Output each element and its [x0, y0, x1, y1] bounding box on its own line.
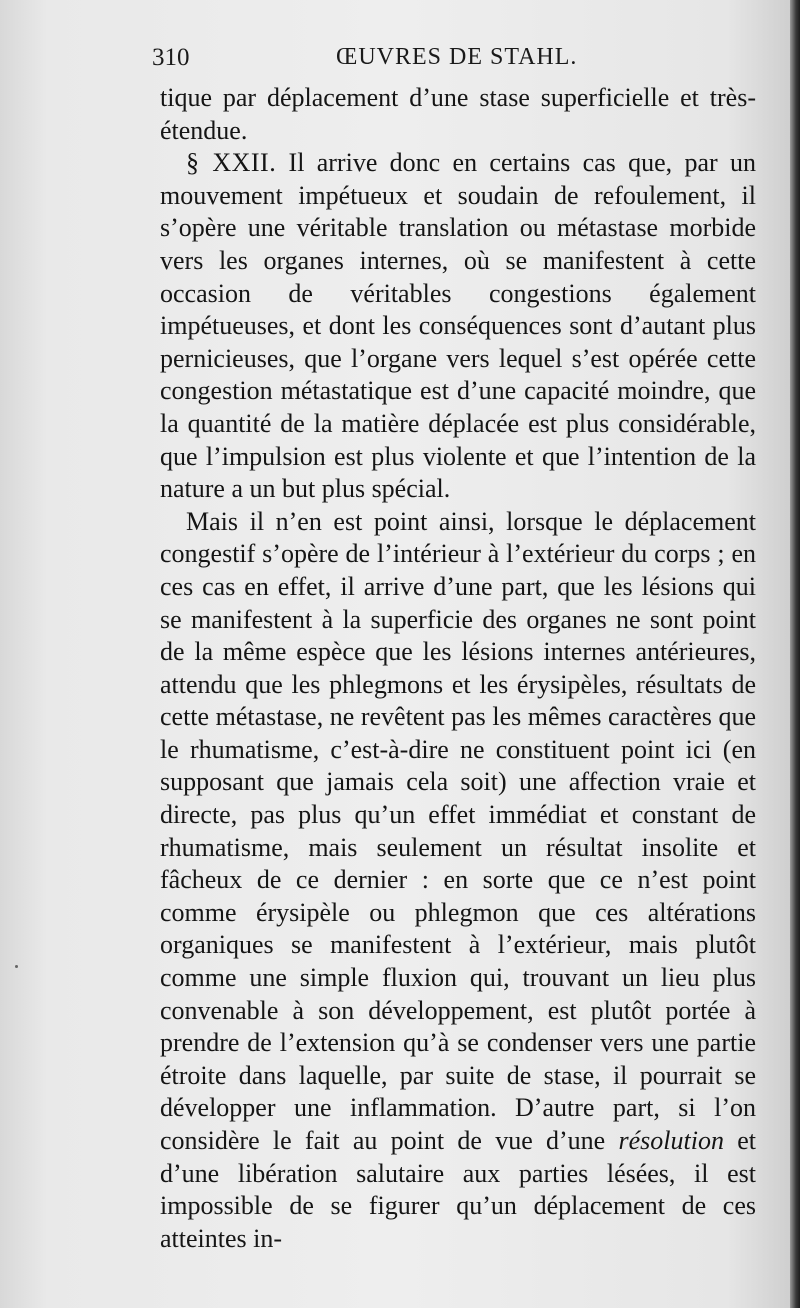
- running-title: ŒUVRES DE STAHL.: [336, 44, 578, 70]
- paragraph-mais-text-end: et d’une libération salutaire aux parties lésées, il est impossible de se figurer qu’un déplacement de ces atteintes in-: [160, 1126, 757, 1253]
- margin-speck: [15, 965, 18, 968]
- body-text: [160, 82, 756, 1255]
- italic-term-resolution: résolution: [618, 1126, 724, 1155]
- page-number: 310: [152, 44, 190, 71]
- page-edge-shadow: [790, 0, 800, 1308]
- page-header: [152, 44, 764, 84]
- paragraph-mais: [160, 506, 756, 1256]
- paragraph-section-xxii: [160, 147, 756, 506]
- paragraph-mais-text: Mais il n’en est point ainsi, lorsque le déplacement congestif s’opère de l’intérieur à l’extérieur du corps ; en ces cas en effet, il arrive d’une part, que les lésions qui se manifestent à la superficie des organes ne sont point de la même espèce que les lésions internes antérieures, attendu que les phlegmons et les érysipèles, résultats de cette métastase, ne revêtent pas les mêmes caractères que le rhumatisme, c’est-à-dire ne constituent point ici (en supposant que jamais cela soit) une affection vraie et directe, pas plus qu’un effet immédiat et constant de rhumatisme, mais seulement un résultat insolite et fâcheux de ce dernier : en sorte que ce n’est point comme érysipèle ou phlegmon que ces altérations organiques se manifestent à l’extérieur, mais plutôt comme une simple fluxion qui, trouvant un lieu plus convenable à son développement, est plutôt portée à prendre de l’extension qu’à se condenser vers une partie étroite dans laquelle, par suite de stase, il pourrait se développer une inflammation. D’autre part, si l’on considère le fait au point de vue d’une: [160, 506, 756, 1155]
- paragraph-section-xxii-text: Il arrive donc en certains cas que, par un mouvement impétueux et soudain de refoulement, il s’opère une véritable translation ou métastase morbide vers les organes internes, où se manifestent à cette occasion de véritables congestions également impétueuses, et dont les conséquences sont d’autant plus pernicieuses, que l’organe vers lequel s’est opérée cette congestion métastatique est d’une capacité moindre, que la quantité de la matière déplacée est plus considérable, que l’impulsion est plus violente et que l’intention de la nature a un but plus spécial.: [160, 148, 756, 504]
- section-heading: § XXII.: [186, 148, 277, 178]
- paragraph-continuation: tique par déplacement d’une stase superficielle et très-étendue.: [160, 83, 756, 145]
